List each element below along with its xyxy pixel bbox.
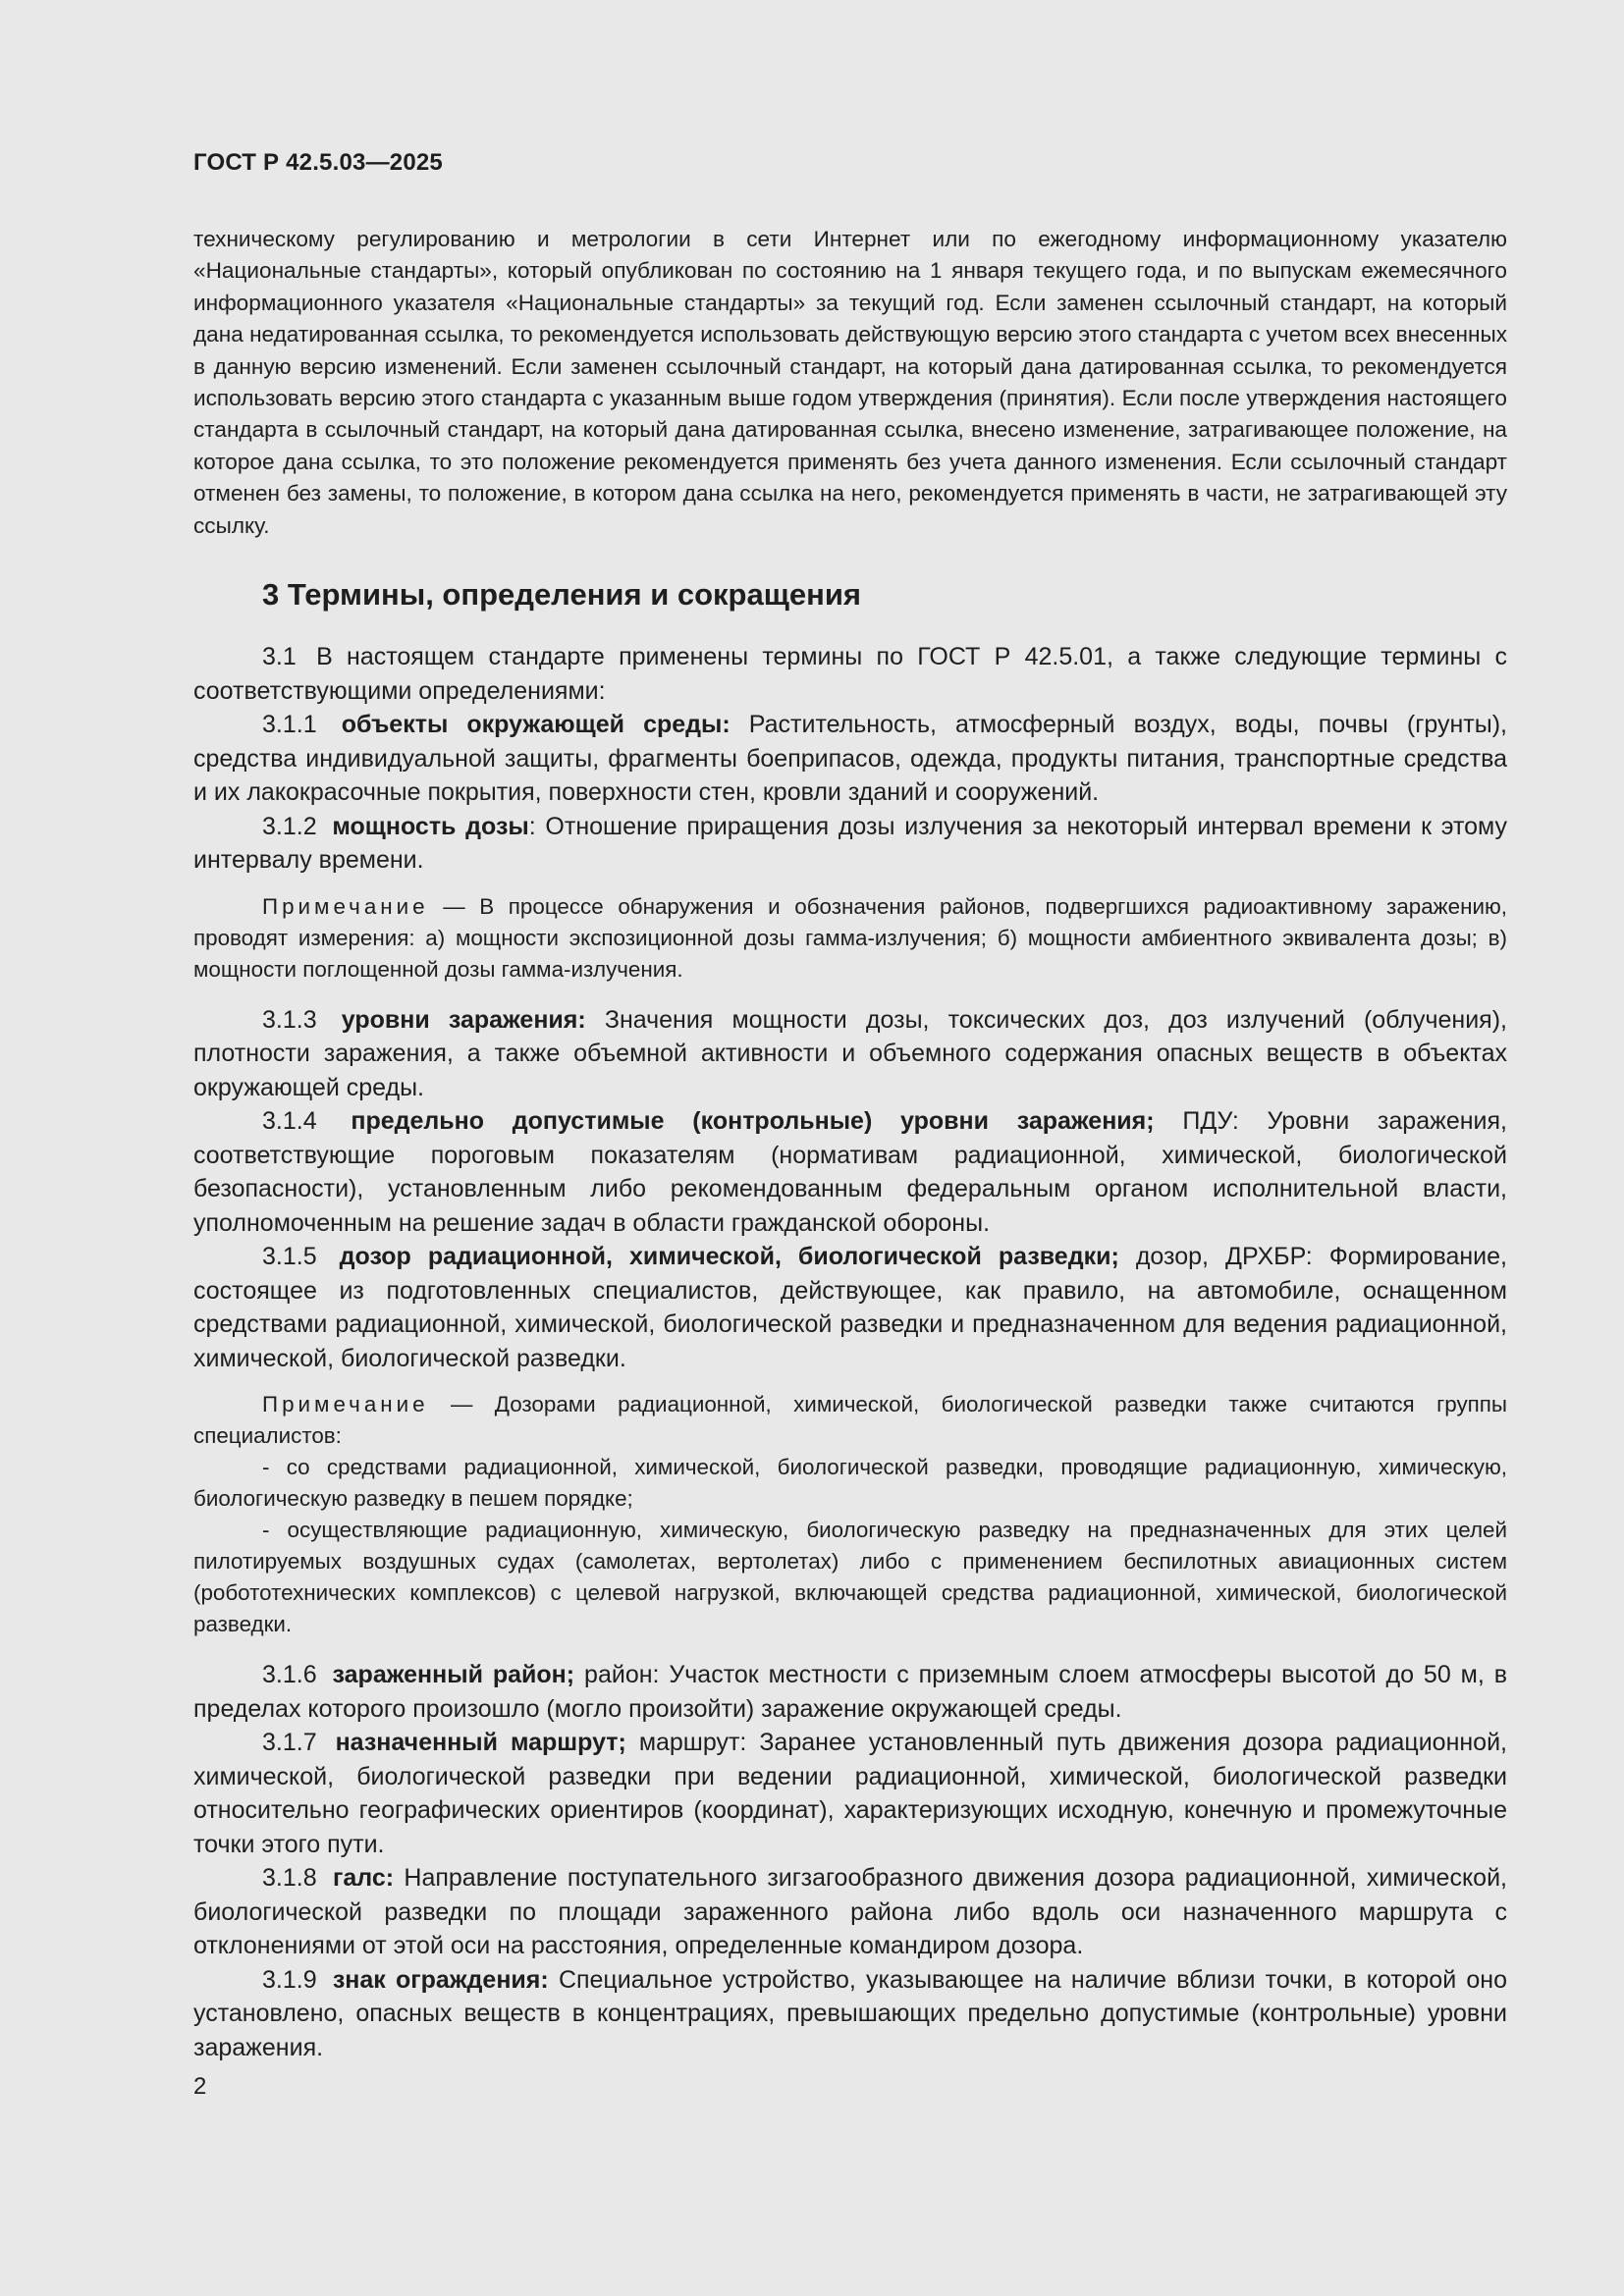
note-list-item: - осуществляющие радиационную, химическую, биологическую разведку на предназначенных для этих целей пилотируемых воздушных судах (самолетах, вертолетах) либо с применением беспилотных авиационных систем (робототехнических комплексов) с целевой нагрузкой, включающей средства радиационной, химической, биологической разведки. — [193, 1518, 1507, 1636]
note-list-item: - со средствами радиационной, химической, биологической разведки, проводящие радиационную, химическую, биологическую разведку в пешем порядке; — [193, 1455, 1507, 1511]
term-name: знак ограждения: — [332, 1965, 549, 1994]
note-label: Примечание — [262, 893, 429, 919]
term-number: 3.1.4 — [262, 1107, 317, 1135]
term-number: 3.1.9 — [262, 1965, 317, 1994]
clause-number: 3.1 — [262, 643, 297, 670]
term-name: дозор радиационной, химической, биологической разведки; — [339, 1243, 1119, 1270]
note-text: — Дозорами радиационной, химической, биологической разведки также считаются группы специалистов: — [193, 1392, 1507, 1448]
term-name: мощность дозы — [332, 812, 529, 840]
term-3-1-5 — [193, 1240, 1507, 1375]
term-number: 3.1.1 — [262, 711, 317, 738]
term-definition: Значения мощности дозы, токсических доз, доз излучений (облучения), плотности заражения, а также объемной активности и объемного содержания опасных веществ в объектах окружающей среды. — [193, 1005, 1507, 1101]
term-name: уровни заражения: — [341, 1005, 586, 1034]
note-2-intro — [193, 1389, 1507, 1452]
page-number: 2 — [193, 2073, 207, 2100]
term-number: 3.1.7 — [262, 1729, 317, 1756]
term-name: объекты окружающей среды: — [341, 711, 731, 738]
term-3-1-7 — [193, 1726, 1507, 1861]
term-name: предельно допустимые (контрольные) уровни заражения; — [351, 1107, 1155, 1135]
term-number: 3.1.8 — [262, 1864, 317, 1892]
term-number: 3.1.6 — [262, 1661, 317, 1688]
term-name: галс: — [332, 1864, 395, 1892]
term-name: зараженный район; — [332, 1661, 575, 1688]
term-name: назначенный маршрут; — [335, 1729, 626, 1756]
term-3-1-6 — [193, 1658, 1507, 1726]
term-definition: Специальное устройство, указывающее на наличие вблизи точки, в которой оно установлено, опасных веществ в концентрациях, превышающих предельно допустимые (контрольные) уровни заражения. — [193, 1965, 1507, 2061]
note-2 — [193, 1389, 1507, 1640]
term-3-1-3 — [193, 1003, 1507, 1105]
page-content — [193, 224, 1508, 2061]
term-3-1-9 — [193, 1963, 1507, 2065]
term-number: 3.1.2 — [262, 812, 317, 840]
term-definition: Растительность, атмосферный воздух, воды, почвы (грунты), средства индивидуальной защиты, фрагменты боеприпасов, одежда, продукты питания, транспортные средства и их лакокрасочные покрытия, поверхности стен, кровли зданий и сооружений. — [193, 711, 1507, 806]
term-3-1-1 — [193, 708, 1507, 810]
term-definition: район: Участок местности с приземным слоем атмосферы высотой до 50 м, в пределах которого произошло (могло произойти) заражение окружающей среды. — [193, 1661, 1508, 1723]
term-number: 3.1.3 — [262, 1005, 317, 1034]
term-number: 3.1.5 — [262, 1243, 317, 1270]
term-definition: ПДУ: Уровни заражения, соответствующие пороговым показателям (нормативам радиационной, химической, биологической безопасности), установленным либо рекомендованным федеральным органом исполнительной власти, уполномоченным на решение задач в области гражданской обороны. — [193, 1107, 1507, 1237]
document-header: ГОСТ Р 42.5.03—2025 — [193, 149, 443, 176]
term-definition: : Отношение приращения дозы излучения за некоторый интервал времени к этому интервалу времени. — [193, 812, 1507, 874]
clause-3-1 — [193, 640, 1507, 708]
term-3-1-4 — [193, 1104, 1507, 1240]
section-title: 3 Термины, определения и сокращения — [262, 577, 861, 612]
note-1 — [193, 891, 1507, 986]
term-3-1-8 — [193, 1861, 1507, 1963]
note-label: Примечание — [262, 1392, 429, 1416]
term-definition: дозор, ДРХБР: Формирование, состоящее из подготовленных специалистов, действующее, как правило, на автомобиле, оснащенном средствами радиационной, химической, биологической разведки и предназначенном для ведения радиационной, химической, биологической разведки. — [193, 1243, 1507, 1372]
term-definition: Направление поступательного зигзагообразного движения дозора радиационной, химической, биологической разведки по площади зараженного района либо вдоль оси назначенного маршрута с отклонениями от этой оси на расстояния, определенные командиром дозора. — [193, 1864, 1507, 1959]
clause-text: В настоящем стандарте применены термины по ГОСТ Р 42.5.01, а также следующие термины с соответствующими определениями: — [193, 643, 1507, 705]
section-body — [193, 640, 1507, 2064]
term-definition: маршрут: Заранее установленный путь движения дозора радиационной, химической, биологической разведки при ведении радиационной, химической, биологической разведки относительно географических ориентиров (координат), характеризующих исходную, конечную и промежуточные точки этого пути. — [193, 1729, 1507, 1858]
note-text: — В процессе обнаружения и обозначения районов, подвергшихся радиоактивному заражению, проводят измерения: а) мощности экспозиционной дозы гамма-излучения; б) мощности амбиентного эквивалента дозы; в) мощности поглощенной дозы гамма-излучения. — [193, 893, 1507, 982]
intro-paragraph — [193, 224, 1507, 542]
intro-text: техническому регулированию и метрологии в сети Интернет или по ежегодному информационному указателю «Национальные стандарты», который опубликован по состоянию на 1 января текущего года, и по выпускам ежемесячного информационного указателя «Национальные стандарты» за текущий год. Если заменен ссылочный стандарт, на который дана недатированная ссылка, то рекомендуется использовать действующую версию этого стандарта с учетом всех внесенных в данную версию изменений. Если заменен ссылочный стандарт, на который дана датированная ссылка, то рекомендуется использовать версию этого стандарта с указанным выше годом утверждения (принятия). Если после утверждения настоящего стандарта в ссылочный стандарт, на который дана датированная ссылка, внесено изменение, затрагивающее положение, на которое дана ссылка, то это положение рекомендуется применять без учета данного изменения. Если ссылочный стандарт отменен без замены, то положение, в котором дана ссылка на него, рекомендуется применять в части, не затрагивающей эту ссылку. — [193, 227, 1507, 538]
term-3-1-2 — [193, 810, 1507, 878]
